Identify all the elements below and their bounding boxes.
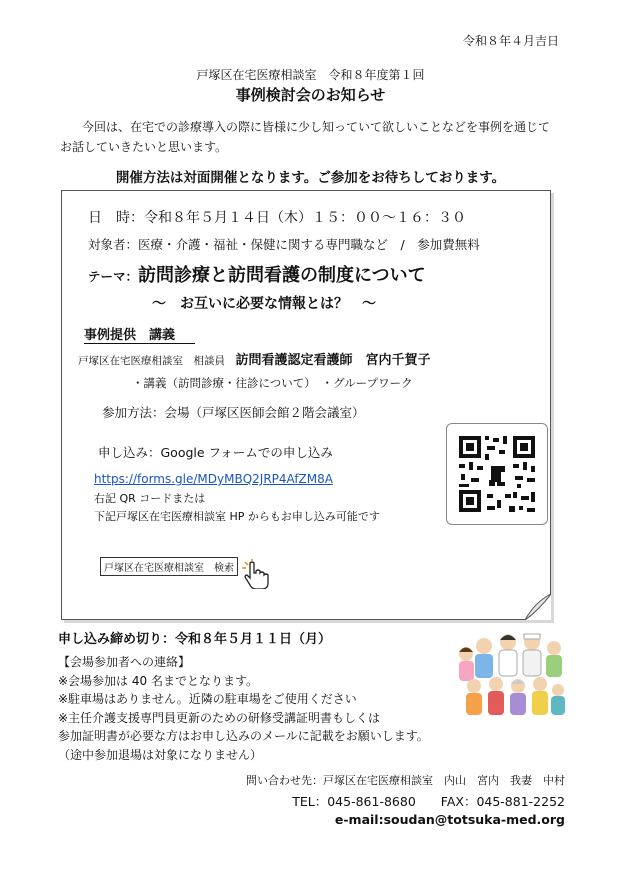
intro-line-1: 今回は、在宅での診療導入の際に皆様に少し知っていて欲しいことなどを事例を通じて [82,120,551,134]
apply-method: 申し込み：Google フォームでの申し込み [98,445,333,460]
method-note: 開催方法は対面開催となります。ご参加をお待ちしております。 [115,170,506,186]
qr-code-icon[interactable] [446,423,548,525]
case-label: 事例提供 講義 [84,324,195,344]
note-item: ※駐車場はありません。近隣の駐車場をご使用ください [58,692,357,706]
notes-list [58,653,429,764]
presenter [78,349,431,368]
page-curl-decoration [525,594,551,620]
qr-note-1: 右記 QR コードまたは [94,492,206,505]
attend-method: 参加方法：会場（戸塚区医師会館２階会議室） [102,405,365,420]
issue-date: 令和８年４月吉日 [462,34,559,48]
tel-fax: TEL：045-861-8680 FAX：045-881-2252 [292,794,565,809]
event-datetime: 日 時：令和８年５月１４日（木）１５：００～１６：３０ [88,210,466,226]
org-line: 戸塚区在宅医療相談室 令和８年度第１回 [196,68,425,82]
note-item: ※主任介護支援専門員更新のための研修受講証明書もしくは [58,710,381,725]
note-item: （途中参加退場は対象になりません） [58,747,263,762]
email-address[interactable]: e-mail:soudan@totsuka-med.org [334,812,565,827]
search-box[interactable]: 戸塚区在宅医療相談室 検索 [100,557,238,576]
qr-note-2: 下記戸塚区在宅医療相談室 HP からもお申し込み可能です [94,510,380,523]
medical-team-illustration-icon [456,628,566,724]
theme-label: テーマ： [88,269,139,284]
note-item: ※会場参加は 40 名までとなります。 [58,673,258,688]
event-subtitle: ～ お互いに必要な情報とは？ ～ [152,296,376,312]
theme-text: 訪問診療と訪問看護の制度について [138,265,426,286]
deadline: 申し込み締め切り：令和８年５月１１日（月） [58,632,332,647]
presenter-name: 訪問看護認定看護師 宮内千賀子 [235,353,431,368]
content-items: ・講義（訪問診療・往診について） ・グループワーク [132,376,413,390]
page-title: 事例検討会のお知らせ [235,86,386,104]
contact-line: 問い合わせ先：戸塚区在宅医療相談室 内山 宮内 我妻 中村 [246,774,565,787]
intro-line-2: お話していきたいと思います。 [60,140,228,154]
pointer-hand-icon [242,559,270,593]
event-theme [88,261,426,287]
presenter-prefix: 戸塚区在宅医療相談室 相談員 [78,355,225,367]
note-item: 参加証明書が必要な方はお申し込みのメールに記載をお願いします。 [58,729,429,743]
event-target: 対象者：医療・介護・福祉・保健に関する専門職など / 参加費無料 [88,237,480,252]
notes-heading: 【会場参加者への連絡】 [58,655,191,669]
event-info-panel [61,190,551,620]
form-link[interactable]: https://forms.gle/MDyMBQ2JRP4AfZM8A [94,472,333,486]
